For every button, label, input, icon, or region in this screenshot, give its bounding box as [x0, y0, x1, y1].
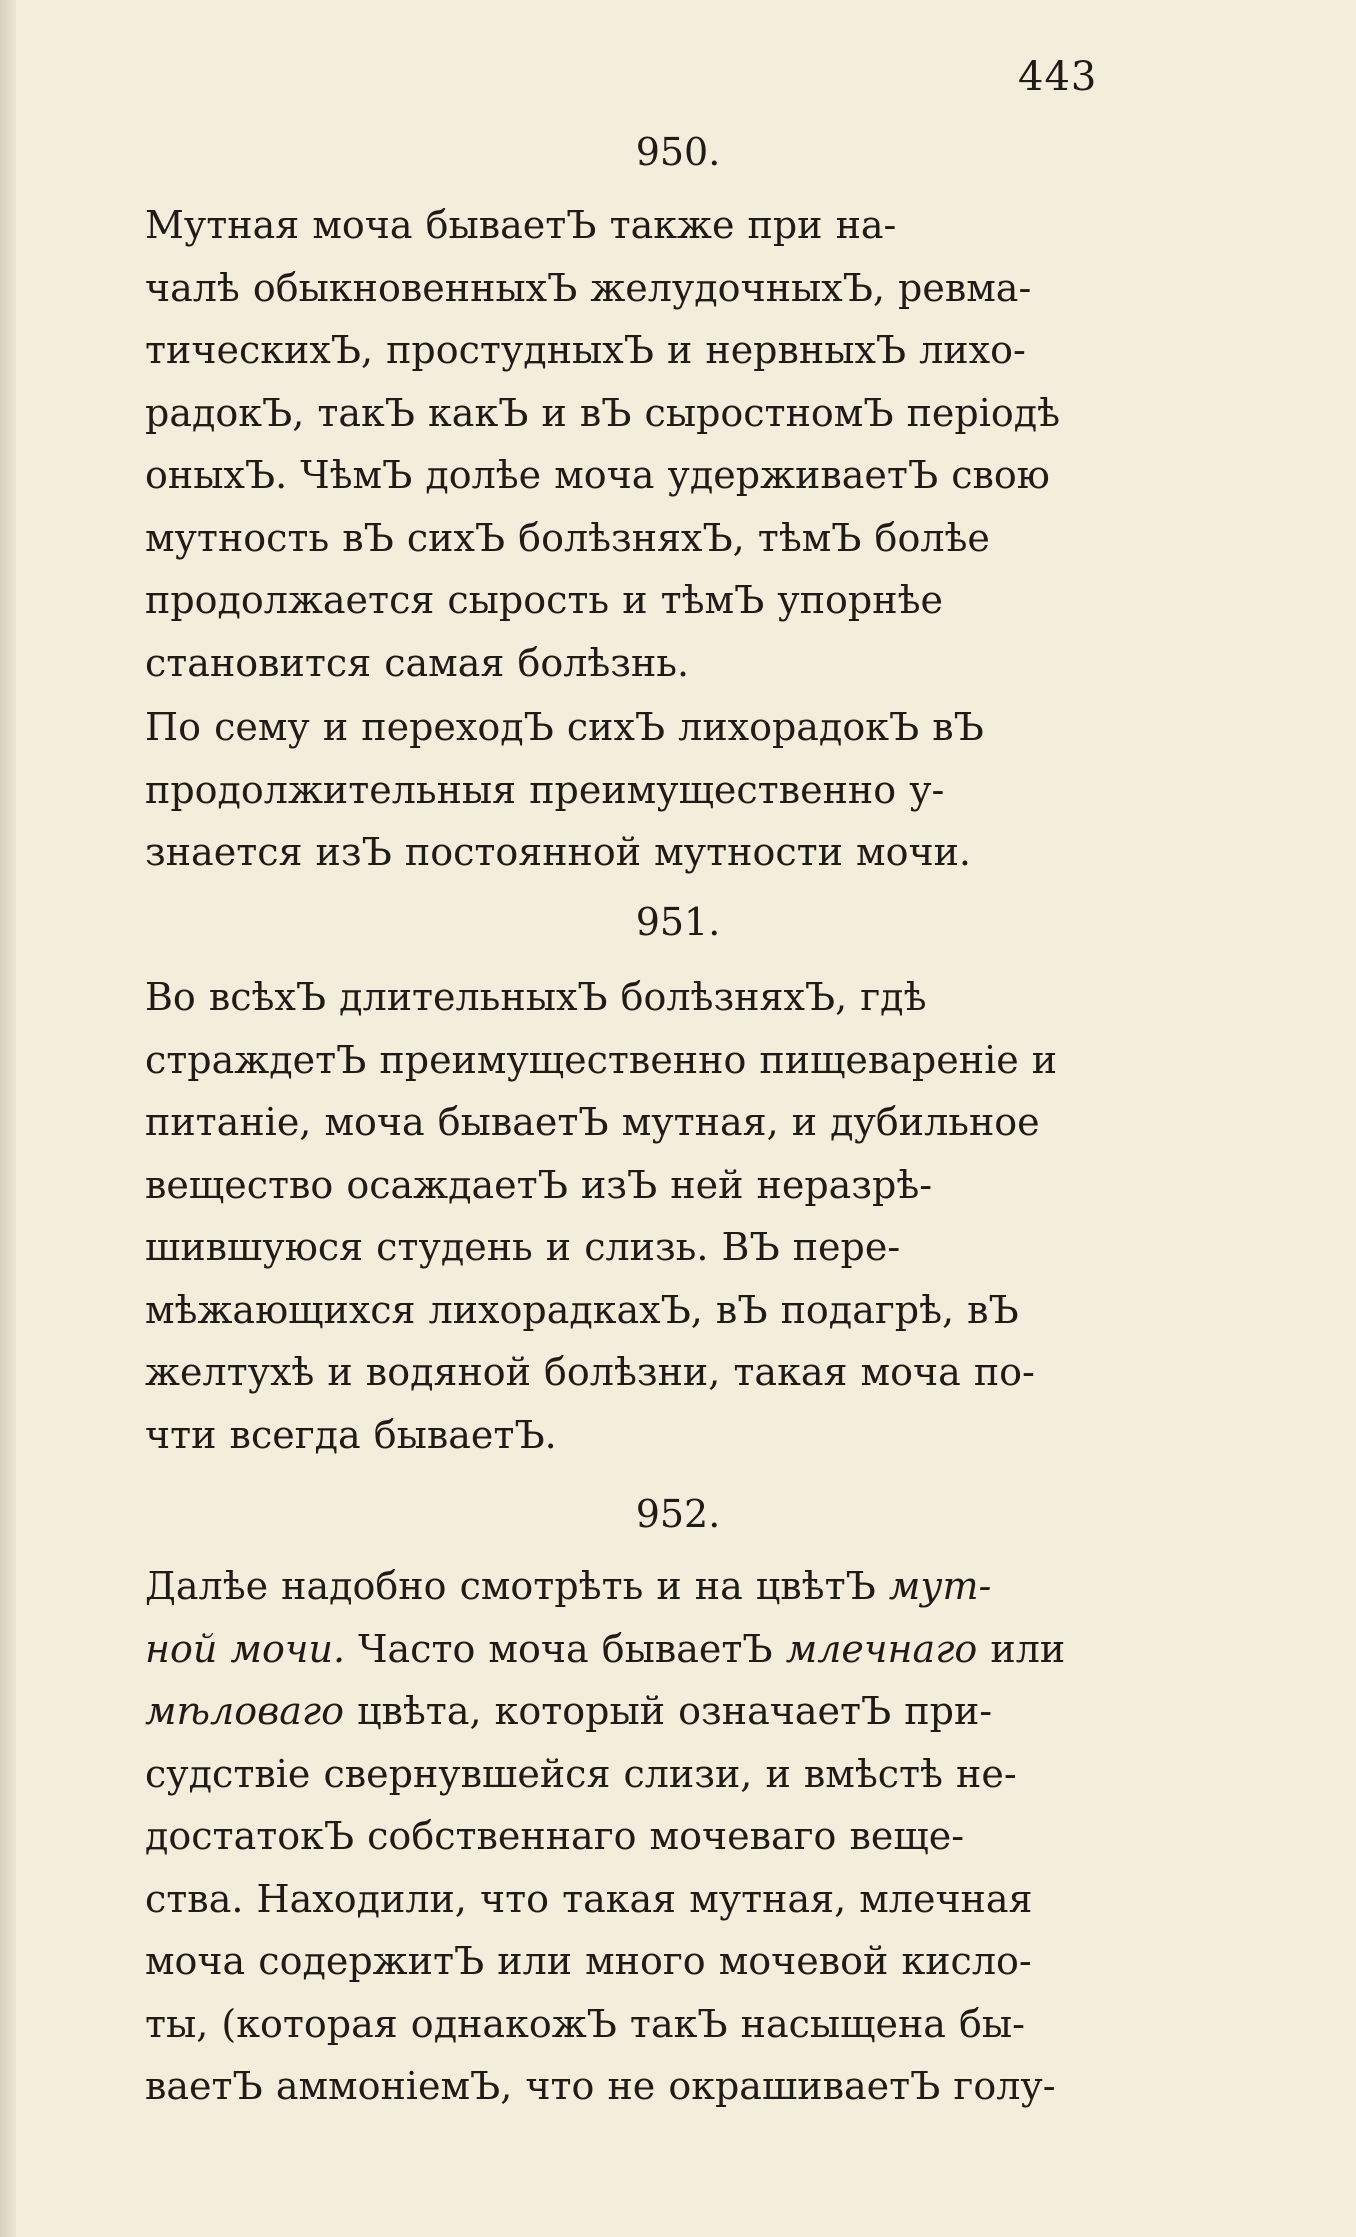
paragraph-line: мутность вЪ сихЪ болѣзняхЪ, тѣмЪ болѣе	[145, 515, 990, 560]
paragraph-line: ты, (которая однакожЪ такЪ насыщена бы-	[145, 2001, 1025, 2046]
italic-text-run: мут-	[888, 1564, 992, 1608]
paragraph-line: чалѣ обыкновенныхЪ желудочныхЪ, ревма-	[145, 265, 1032, 310]
paragraph-950-1	[85, 194, 1170, 694]
paragraph-line: Мутная моча бываетЪ также при на-	[145, 203, 897, 247]
paragraph-line	[85, 1680, 1170, 1743]
paragraph-line: Во всѣхЪ длительныхЪ болѣзняхЪ, гдѣ	[145, 975, 927, 1019]
paragraph-line: знается изЪ постоянной мутности мочи.	[145, 830, 971, 874]
paragraph-line: шившуюся студень и слизь. ВЪ пере-	[145, 1225, 901, 1269]
paragraph-line: продолжительныя преимущественно у-	[145, 767, 945, 812]
paragraph-line: тическихЪ, простудныхЪ и нервныхЪ лихо-	[145, 328, 1026, 372]
paragraph-950-2	[85, 696, 1170, 884]
paragraph-line: оныхЪ. ЧѣмЪ долѣе моча удерживаетЪ свою	[145, 453, 1050, 497]
paragraph-line: страждетЪ преимущественно пищевареніе и	[145, 1037, 1058, 1082]
text-run: или	[990, 1626, 1066, 1671]
paragraph-line: становится самая болѣзнь.	[145, 640, 690, 685]
text-run: Далѣе надобно смотрѣть и на цвѣтЪ	[145, 1564, 876, 1608]
text-run: цвѣта, который означаетЪ при-	[357, 1689, 993, 1733]
italic-text-run: ной мочи.	[145, 1626, 346, 1671]
paragraph-line: моча содержитЪ или много мочевой кисло-	[145, 1939, 1032, 1983]
paragraph-line: вещество осаждаетЪ изЪ ней неразрѣ-	[145, 1162, 933, 1207]
italic-text-run: млечнаго	[785, 1626, 978, 1671]
page-number: 443	[1018, 54, 1098, 100]
paragraph-line: По сему и переходЪ сихЪ лихорадокЪ вЪ	[145, 705, 984, 749]
paragraph-952-1	[85, 1555, 1170, 2118]
paragraph-line	[85, 1555, 1170, 1618]
paragraph-line	[85, 1618, 1170, 1681]
paragraph-line: питаніе, моча бываетЪ мутная, и дубильное	[145, 1100, 1040, 1144]
paragraph-line: продолжается сырость и тѣмЪ упорнѣе	[145, 578, 943, 622]
paragraph-line: чти всегда бываетЪ.	[145, 1412, 557, 1457]
paragraph-line: желтухѣ и водяной болѣзни, такая моча по-	[145, 1350, 1035, 1394]
italic-text-run: мѣловаго	[145, 1689, 344, 1733]
text-run: Часто моча бываетЪ	[358, 1626, 773, 1671]
section-number-952: 952.	[635, 1492, 721, 1536]
section-number-950: 950.	[635, 130, 721, 174]
paragraph-line: радокЪ, такЪ какЪ и вЪ сыростномЪ періодѣ	[145, 390, 1061, 435]
paragraph-line: мѣжающихся лихорадкахЪ, вЪ подагрѣ, вЪ	[145, 1287, 1019, 1332]
paragraph-line: ваетЪ аммоніемЪ, что не окрашиваетЪ голу-	[145, 2064, 1056, 2108]
section-number-951: 951.	[635, 900, 721, 944]
paragraph-line: достатокЪ собственнаго мочеваго веще-	[145, 1814, 965, 1858]
paragraph-951-1	[85, 966, 1170, 1466]
paragraph-line: судствіе свернувшейся слизи, и вмѣстѣ не-	[145, 1751, 1017, 1796]
paragraph-line: ства. Находили, что такая мутная, млечная	[145, 1876, 1033, 1921]
